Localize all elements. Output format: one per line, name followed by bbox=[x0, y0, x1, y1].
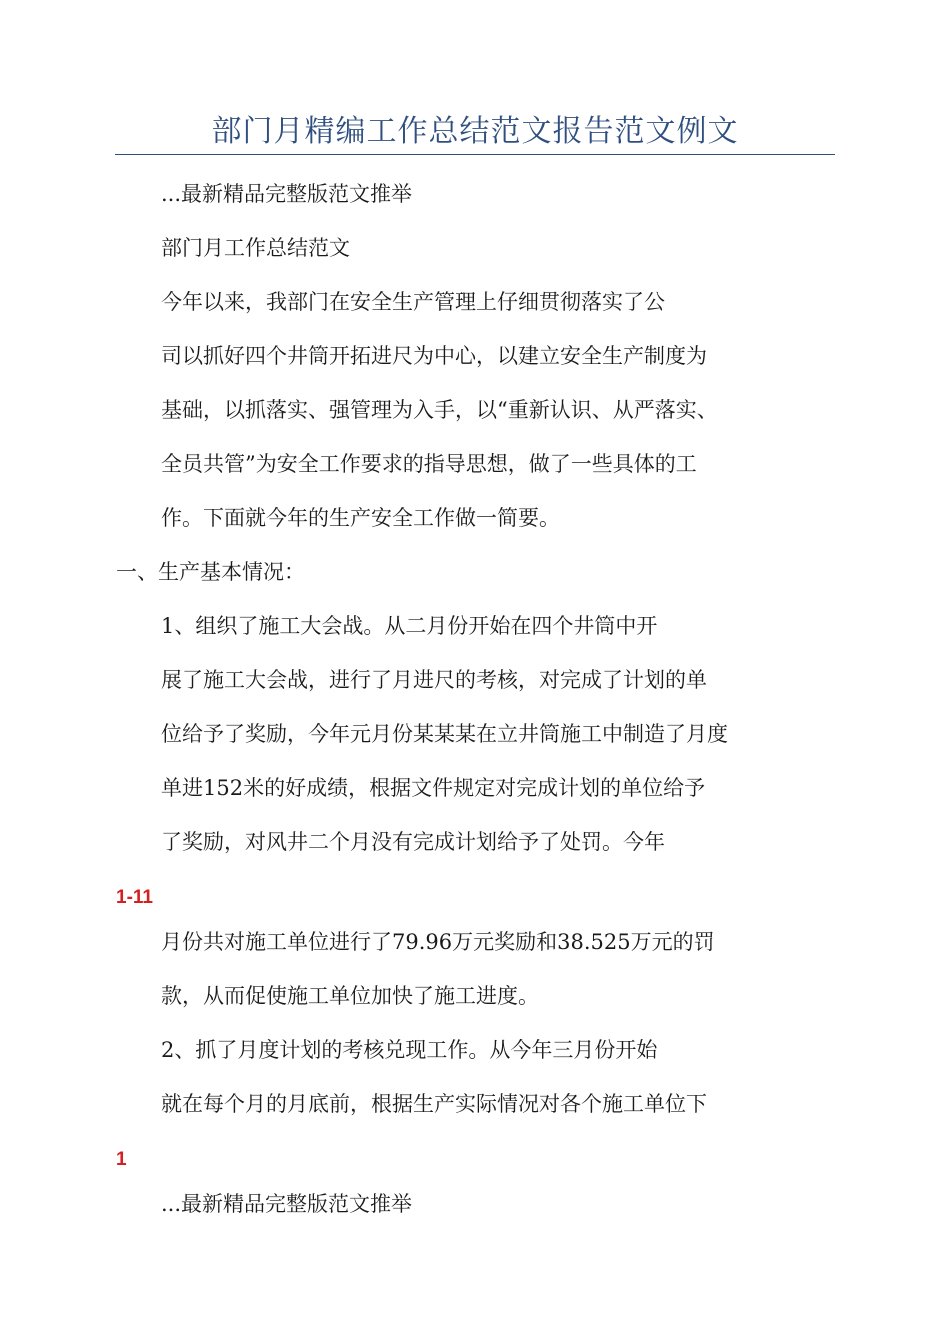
body-line: 2、抓了月度计划的考核兑现工作。从今年三月份开始 bbox=[161, 1038, 658, 1062]
body-line: 单进152米的好成绩，根据文件规定对完成计划的单位给予 bbox=[161, 776, 706, 800]
red-page-marker: 1 bbox=[116, 1149, 127, 1170]
subtitle: 部门月工作总结范文 bbox=[161, 236, 350, 260]
body-line: 款，从而促使施工单位加快了施工进度。 bbox=[161, 984, 539, 1008]
title-underline bbox=[115, 154, 835, 155]
body-line: 全员共管”为安全工作要求的指导思想，做了一些具体的工 bbox=[161, 452, 697, 476]
red-page-marker: 1-11 bbox=[116, 887, 153, 908]
body-line: 今年以来，我部门在安全生产管理上仔细贯彻落实了公 bbox=[161, 290, 665, 314]
body-line: 1、组织了施工大会战。从二月份开始在四个井筒中开 bbox=[161, 614, 658, 638]
body-line: 位给予了奖励，今年元月份某某某在立井筒施工中制造了月度 bbox=[161, 722, 728, 746]
body-line: 基础，以抓落实、强管理为入手，以“重新认识、从严落实、 bbox=[161, 398, 718, 422]
document-title: 部门月精编工作总结范文报告范文例文 bbox=[211, 114, 739, 149]
footer-note: ...最新精品完整版范文推举 bbox=[161, 1192, 413, 1216]
header-note: ...最新精品完整版范文推举 bbox=[161, 182, 413, 206]
section-heading: 一、生产基本情况： bbox=[116, 560, 305, 584]
body-line: 展了施工大会战，进行了月进尺的考核，对完成了计划的单 bbox=[161, 668, 707, 692]
body-line: 月份共对施工单位进行了79.96万元奖励和38.525万元的罚 bbox=[161, 930, 715, 954]
body-line: 了奖励，对风井二个月没有完成计划给予了处罚。今年 bbox=[161, 830, 665, 854]
body-line: 司以抓好四个井筒开拓进尺为中心，以建立安全生产制度为 bbox=[161, 344, 707, 368]
body-line: 作。下面就今年的生产安全工作做一简要。 bbox=[161, 506, 560, 530]
body-line: 就在每个月的月底前，根据生产实际情况对各个施工单位下 bbox=[161, 1092, 707, 1116]
